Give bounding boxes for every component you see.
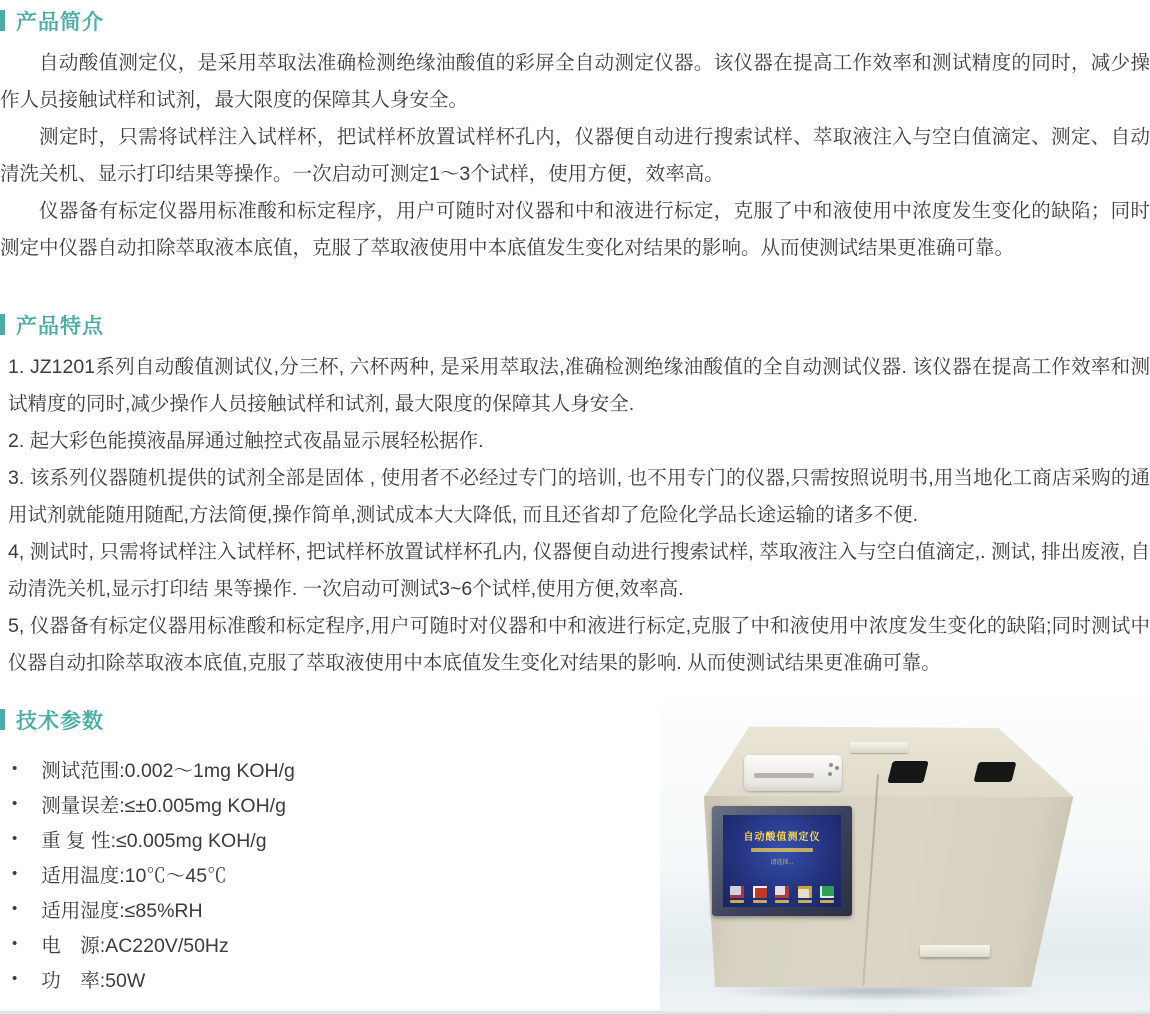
heading-accent-bar bbox=[0, 314, 5, 335]
bullet-dot: • bbox=[12, 970, 18, 987]
screen-icon-3 bbox=[775, 886, 789, 898]
intro-paragraph-1: 自动酸值测定仪，是采用萃取法准确检测绝缘油酸值的彩屏全自动测定仪器。该仪器在提高工作效率和测试精度的同时，减少操作人员接触试样和试剂，最大限度的保障其人身安全。 bbox=[0, 52, 1150, 111]
device-photo bbox=[660, 699, 1150, 1014]
bullet-dot: • bbox=[12, 935, 18, 952]
front-drawer-handle bbox=[920, 945, 990, 957]
feature-item-5: 5, 仪器备有标定仪器用标准酸和标定程序,用户可随时对仪器和中和液进行标定,克服了中和液使用中浓度发生变化的缺陷;同时测试中仪器自动扣除萃取液本底值,克服了萃取液使用中本底值发生变化对结果的影响. 从而使测试结果更准确可靠。 bbox=[8, 615, 1150, 674]
section-intro-heading bbox=[0, 9, 1150, 32]
printer-paper-slit bbox=[754, 773, 814, 778]
sample-cup-slot-1 bbox=[887, 761, 928, 783]
screen-title: 自动酸值测定仪 bbox=[743, 832, 821, 843]
touch-screen-bezel bbox=[712, 806, 852, 916]
sample-cup-slot-2 bbox=[974, 762, 1017, 782]
spec-item-power: • 功 率:50W bbox=[12, 969, 146, 992]
feature-item-4: 4, 测试时, 只需将试样注入试样杯, 把试样杯放置试样杯孔内, 仪器便自动进行搜索试样, 萃取液注入与空白值滴定,. 测试, 排出废液, 自动清洗关机,显示打印结 果等操作. 一次启动可测试3~6个试样,使用方便,效率高. bbox=[8, 541, 1150, 600]
section-intro-title: 产品简介 bbox=[16, 10, 104, 34]
product-page bbox=[0, 9, 1150, 1014]
spec-item-repeatability: • 重 复 性:≤0.005mg KOH/g bbox=[12, 829, 267, 852]
feature-item-3: 3. 该系列仪器随机提供的试剂全部是固体 , 使用者不必经过专门的培训, 也不用专门的仪器,只需按照说明书,用当地化工商店采购的通用试剂就能随用随配,方法简便,操作简单,测试成本大大降低, 而且还省却了危险化学品长途运输的诸多不便. bbox=[8, 467, 1150, 526]
intro-paragraph-2: 测定时，只需将试样注入试样杯，把试样杯放置试样杯孔内，仪器便自动进行搜索试样、萃取液注入与空白值滴定、测定、自动清洗关机、显示打印结果等操作。一次启动可测定1～3个试样，使用方便，效率高。 bbox=[0, 126, 1150, 185]
section-features-heading bbox=[0, 313, 1150, 336]
screen-icon-row bbox=[730, 886, 834, 898]
heading-accent-bar bbox=[0, 709, 5, 730]
printer-buttons bbox=[829, 763, 833, 767]
screen-icon-2 bbox=[753, 886, 767, 898]
spec-item-power-supply: • 电 源:AC220V/50Hz bbox=[12, 934, 229, 957]
section-features-title: 产品特点 bbox=[16, 314, 104, 338]
bullet-dot: • bbox=[12, 830, 18, 847]
printer-unit bbox=[744, 755, 842, 791]
bullet-dot: • bbox=[12, 900, 18, 917]
feature-item-2: 2. 起大彩色能摸液晶屏通过触控式夜晶显示展轻松据作. bbox=[8, 430, 484, 452]
bullet-dot: • bbox=[12, 760, 18, 777]
spec-item-error: • 测量误差:≤±0.005mg KOH/g bbox=[12, 794, 286, 817]
spec-item-range: • 测试范围:0.002～1mg KOH/g bbox=[12, 759, 295, 782]
feature-list bbox=[0, 349, 1150, 682]
section-specs-title: 技术参数 bbox=[16, 709, 104, 733]
screen-icon-1 bbox=[730, 886, 744, 898]
screen-icon-4 bbox=[798, 886, 812, 898]
screen-icon-5 bbox=[820, 886, 834, 898]
intro-paragraphs bbox=[0, 45, 1150, 267]
spec-item-temperature: • 适用温度:10℃～45℃ bbox=[12, 864, 227, 887]
heading-accent-bar bbox=[0, 10, 5, 31]
spec-list bbox=[0, 751, 632, 996]
bullet-dot: • bbox=[12, 865, 18, 882]
screen-datetime-bar bbox=[751, 848, 813, 852]
intro-paragraph-3: 仪器备有标定仪器用标准酸和标定程序，用户可随时对仪器和中和液进行标定，克服了中和液使用中浓度发生变化的缺陷；同时测定中仪器自动扣除萃取液本底值，克服了萃取液使用中本底值发生变化对结果的影响。从而使测试结果更准确可靠。 bbox=[0, 200, 1150, 259]
feature-item-1: 1. JZ1201系列自动酸值测试仪,分三杯, 六杯两种, 是采用萃取法,准确检测绝缘油酸值的全自动测试仪器. 该仪器在提高工作效率和测试精度的同时,减少操作人员接触试样和试剂, 最大限度的保障其人身安全. bbox=[8, 356, 1150, 415]
top-lid-handle bbox=[850, 742, 908, 753]
bullet-dot: • bbox=[12, 795, 18, 812]
screen-prompt: 请选择... bbox=[770, 860, 794, 866]
touch-screen bbox=[723, 815, 841, 907]
spec-item-humidity: • 适用湿度:≤85%RH bbox=[12, 899, 203, 922]
